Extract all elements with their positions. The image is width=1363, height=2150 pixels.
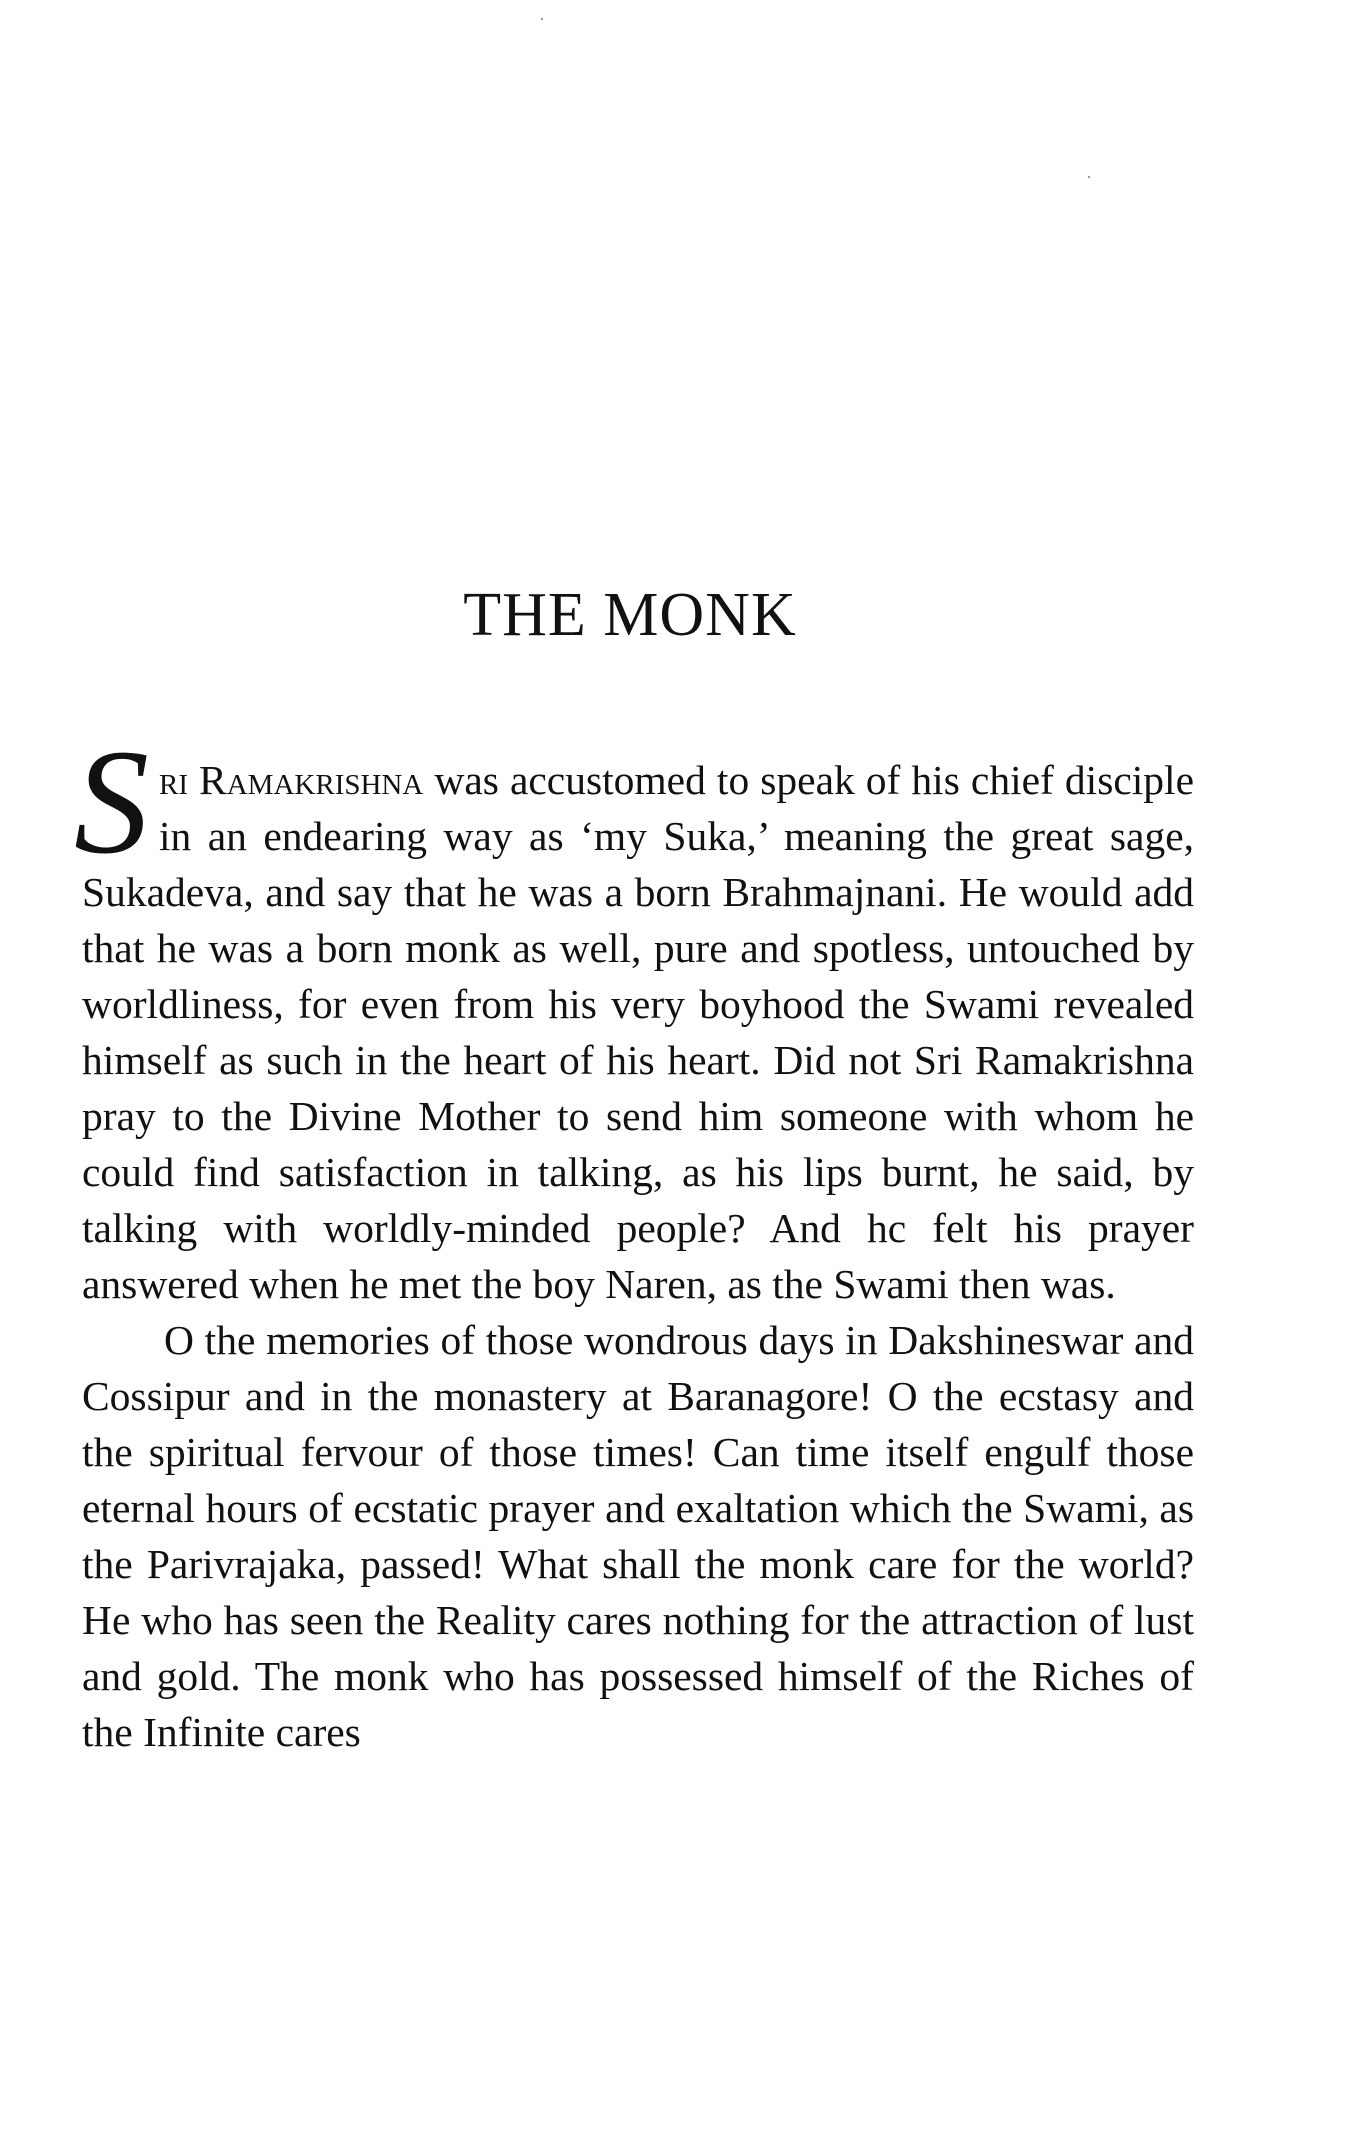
small-caps-lead: ri Ramakrishna [159, 757, 424, 803]
paragraph-2-text: O the memories of those wondrous days in Dakshineswar and Cossipur and in the monastery at Baranagore! O the ecstasy and the spiritual fervour of those times! Can time itself engulf those eternal hours of ecstatic prayer and exaltation which the Swami, as the Parivrajaka, passed! What shall the monk care for the world? He who has seen the Reality cares nothing for the attraction of lust and gold. The monk who has possessed himself of the Riches of the Infinite cares [82, 1317, 1194, 1755]
paragraph-1 [74, 719, 1194, 1312]
drop-cap: S [74, 719, 149, 885]
body-text [74, 719, 1194, 1760]
scan-speck [1088, 176, 1090, 178]
chapter-title: THE MONK [463, 581, 797, 649]
paragraph-1-text: was accustomed to speak of his chief disciple in an endearing way as ‘my Suka,’ meaning the great sage, Sukadeva, and say that he was a born Brahmajnani. He would add that he was a born monk as well, pure and spotless, untouched by worldliness, for even from his very boyhood the Swami revealed himself as such in the heart of his heart. Did not Sri Ramakrishna pray to the Divine Mother to send him someone with whom he could find satisfaction in talking, as his lips burnt, he said, by talking with worldly-minded people? And hc felt his prayer answered when he met the boy Naren, as the Swami then was. [82, 757, 1194, 1307]
scan-speck [541, 18, 543, 20]
paragraph-2 [82, 1312, 1194, 1760]
